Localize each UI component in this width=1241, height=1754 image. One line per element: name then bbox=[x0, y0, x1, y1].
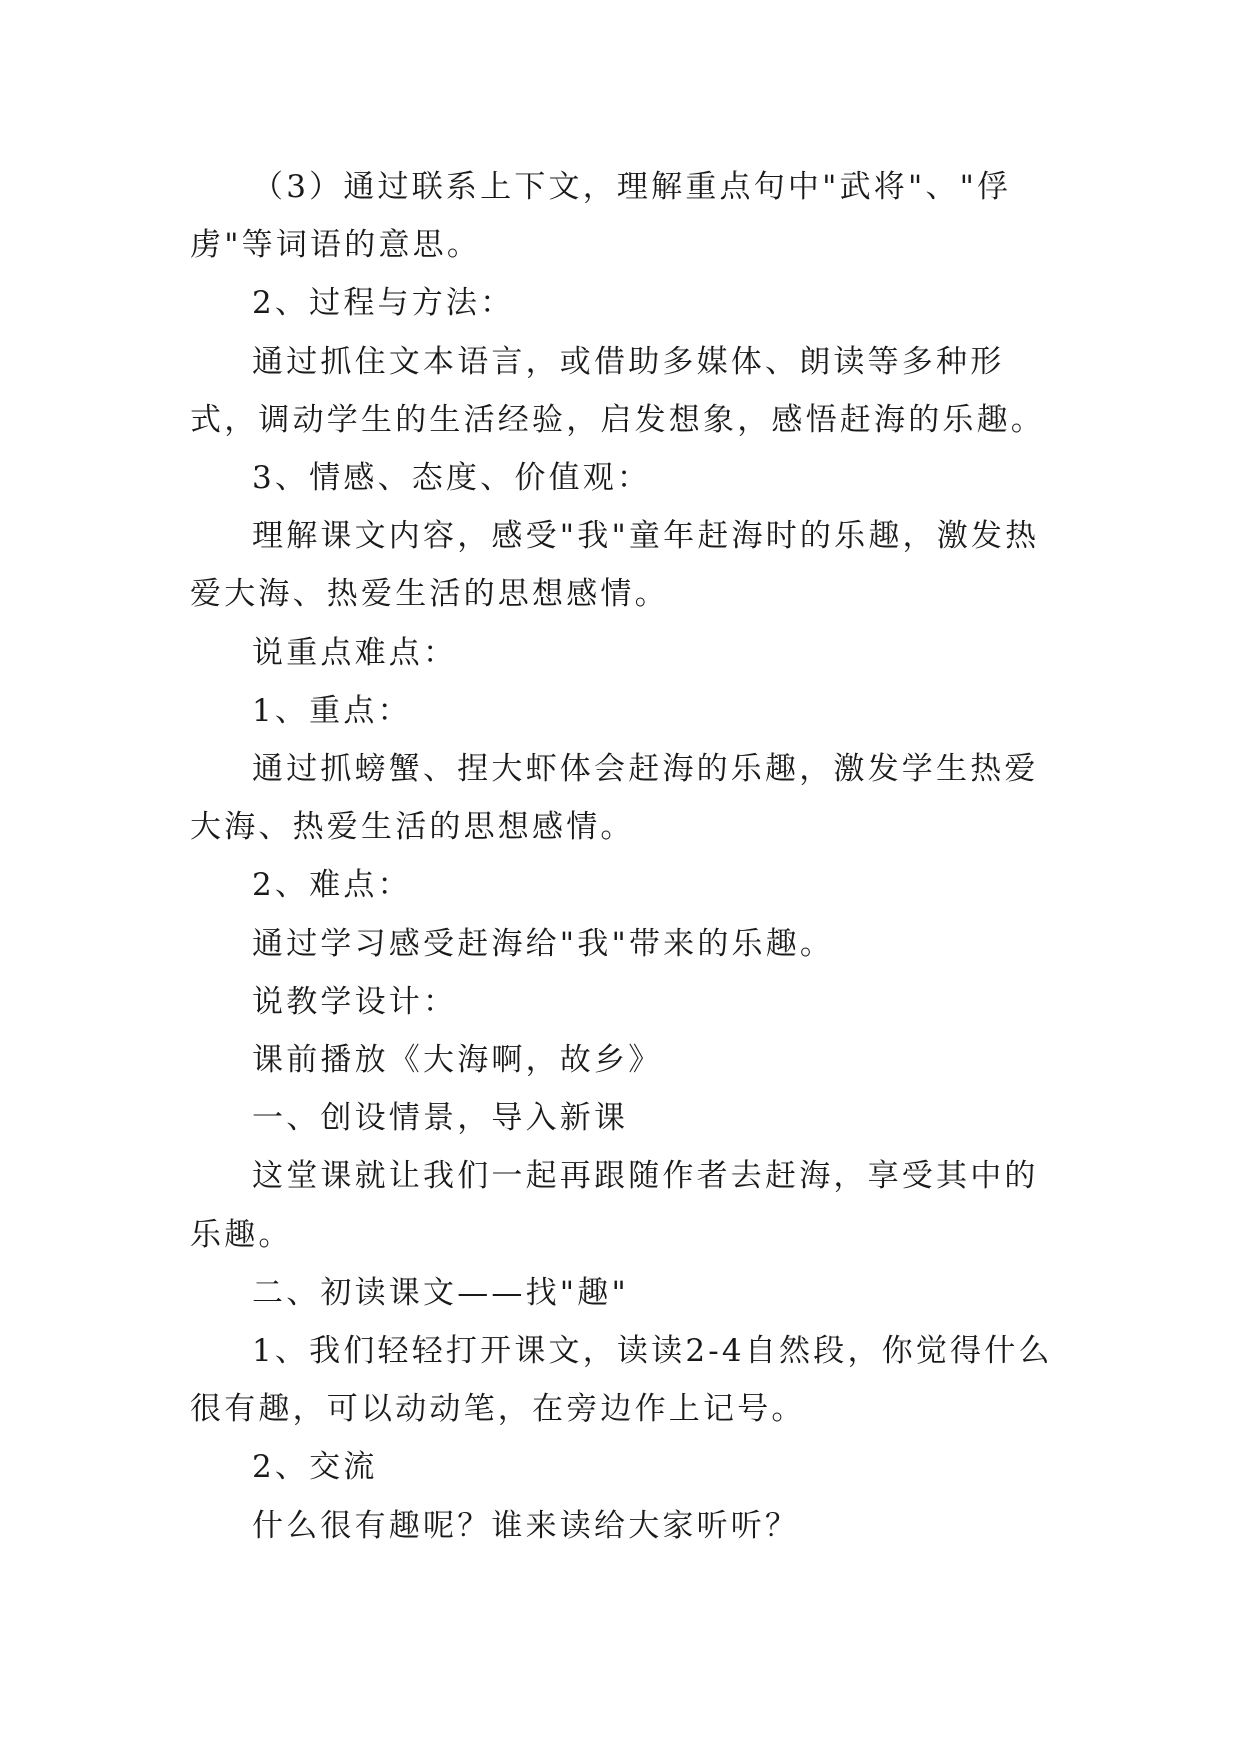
paragraph-step-one: 1、我们轻轻打开课文，读读2-4自然段，你觉得什么很有趣，可以动动笔，在旁边作上记号。 bbox=[190, 1333, 1053, 1428]
paragraph-process-method: 通过抓住文本语言，或借助多媒体、朗读等多种形式，调动学生的生活经验，启发想象，感悟赶海的乐趣。 bbox=[190, 343, 1045, 438]
paragraph-section-one-heading: 一、创设情景，导入新课 bbox=[252, 1100, 629, 1137]
paragraph-difficulty: 通过学习感受赶海给"我"带来的乐趣。 bbox=[252, 925, 835, 962]
paragraph-key-points-heading: 说重点难点： bbox=[252, 634, 458, 671]
paragraph-section-one: 这堂课就让我们一起再跟随作者去赶海，享受其中的乐趣。 bbox=[190, 1158, 1039, 1253]
paragraph-step-two-heading: 2、交流 bbox=[252, 1449, 378, 1486]
paragraph-emotion: 理解课文内容，感受"我"童年赶海时的乐趣，激发热爱大海、热爱生活的思想感情。 bbox=[190, 518, 1040, 613]
paragraph-step-two: 什么很有趣呢？谁来读给大家听听？ bbox=[252, 1507, 800, 1544]
paragraph-key-point-heading: 1、重点： bbox=[252, 692, 412, 729]
paragraph-process-method-heading: 2、过程与方法： bbox=[252, 285, 515, 322]
paragraph-teaching-design-heading: 说教学设计： bbox=[252, 983, 458, 1020]
paragraph-pre-class: 课前播放《大海啊，故乡》 bbox=[252, 1042, 663, 1079]
paragraph-objective-3: （3）通过联系上下文，理解重点句中"武将"、"俘虏"等词语的意思。 bbox=[190, 169, 1012, 264]
document-body bbox=[190, 158, 1060, 1555]
paragraph-section-two-heading: 二、初读课文——找"趣" bbox=[252, 1274, 629, 1311]
paragraph-key-point: 通过抓螃蟹、捏大虾体会赶海的乐趣，激发学生热爱大海、热爱生活的思想感情。 bbox=[190, 751, 1039, 846]
paragraph-difficulty-heading: 2、难点： bbox=[252, 867, 412, 904]
paragraph-emotion-heading: 3、情感、态度、价值观： bbox=[252, 460, 652, 497]
